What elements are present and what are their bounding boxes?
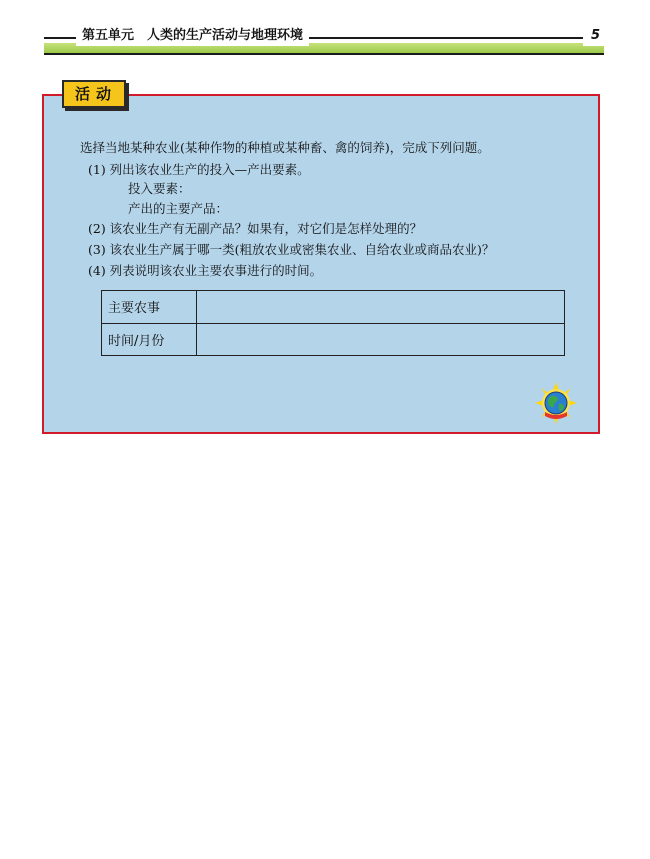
- page-number: 5: [583, 26, 606, 46]
- question-1: (1) 列出该农业生产的投入—产出要素。: [88, 162, 310, 177]
- table-row-label-farm-work: 主要农事: [102, 291, 197, 324]
- table-cell-month: [197, 323, 565, 356]
- globe-sun-icon: [535, 382, 577, 424]
- farm-work-table: [101, 290, 565, 356]
- table-cell-farm-work: [197, 291, 565, 324]
- question-4: (4) 列表说明该农业主要农事进行的时间。: [88, 263, 323, 278]
- unit-title: 第五单元 人类的生产活动与地理环境: [76, 26, 309, 46]
- question-3: (3) 该农业生产属于哪一类(粗放农业或密集农业、自给农业或商品农业)？: [88, 242, 495, 257]
- table-row: [102, 291, 565, 324]
- activity-intro: 选择当地某种农业(某种作物的种植或某种畜、禽的饲养)，完成下列问题。: [80, 140, 490, 155]
- question-1-output: 产出的主要产品：: [128, 201, 229, 216]
- table-row-label-month: 时间/月份: [102, 323, 197, 356]
- question-2: (2) 该农业生产有无副产品？如果有，对它们是怎样处理的？: [88, 221, 423, 236]
- activity-tag: 活动: [62, 80, 126, 108]
- table-row: [102, 323, 565, 356]
- page-header: [44, 26, 604, 54]
- question-1-input: 投入要素：: [128, 181, 191, 196]
